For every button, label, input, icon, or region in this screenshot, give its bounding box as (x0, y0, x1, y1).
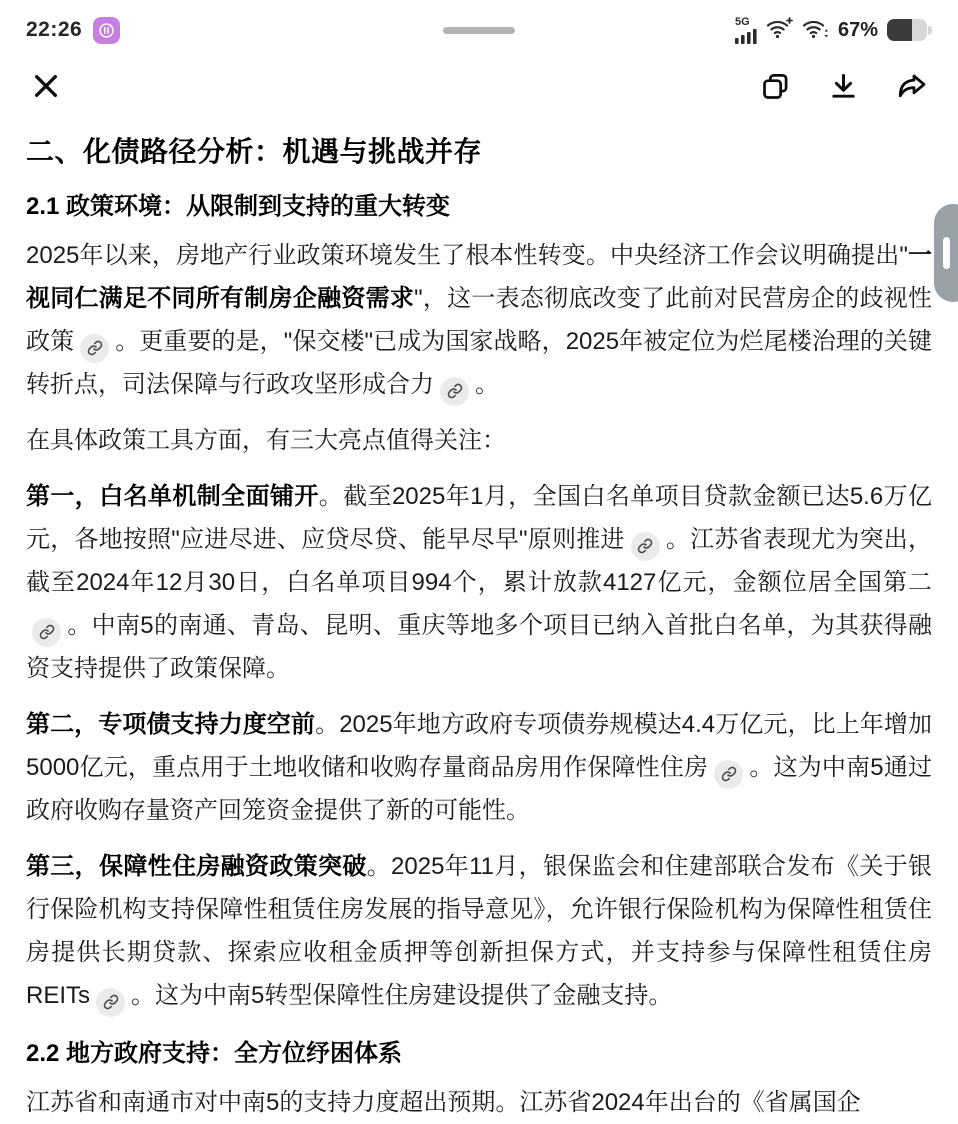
text-run: 江苏省和南通市对中南5的支持力度超出预期。江苏省2024年出台的《省属国企 (26, 1089, 861, 1116)
share-icon (896, 70, 928, 102)
close-button[interactable] (30, 70, 62, 102)
text-run: 。截至2025年1月，全国白名单项目贷款金额已达5.6万亿元，各地按照"应进尽进、应贷尽贷、能早尽早"原则推进 (26, 483, 932, 553)
paragraph (26, 234, 932, 406)
scroll-handle-grip (943, 237, 950, 269)
citation-link-icon[interactable] (32, 618, 61, 647)
download-icon (828, 71, 859, 102)
share-button[interactable] (896, 70, 928, 102)
heading-1: 二、化债路径分析：机遇与挑战并存 (26, 136, 483, 167)
paragraph (26, 845, 932, 1017)
citation-link-icon[interactable] (440, 377, 469, 406)
text-run: 。江苏省表现尤为突出，截至2024年12月30日，白名单项目994个，累计放款4127亿元，金额位居全国第二 (26, 526, 933, 596)
text-run: 。这为中南5通过政府收购存量资产回笼资金提供了新的可能性。 (26, 754, 932, 824)
wifi-secondary-icon (802, 16, 829, 45)
toolbar (0, 50, 958, 110)
heading-2: 2.2 地方政府支持：全方位纾困体系 (26, 1040, 403, 1067)
text-run: 。这为中南5转型保障性住房建设提供了金融支持。 (131, 982, 673, 1009)
paragraph (26, 475, 932, 690)
text-run: 在具体政策工具方面，有三大亮点值得关注： (26, 427, 506, 454)
bold-text: 一视同仁满足不同所有制房企融资需求 (26, 242, 932, 312)
text-run: 。更重要的是，"保交楼"已成为国家战略，2025年被定位为烂尾楼治理的关键转折点，司法保障与行政攻坚形成合力 (26, 328, 933, 398)
app-indicator-icon (93, 17, 120, 44)
citation-link-icon[interactable] (714, 760, 743, 789)
citation-link-icon[interactable] (631, 532, 660, 561)
battery-icon (887, 19, 932, 41)
citation-link-icon[interactable] (80, 334, 109, 363)
text-run: 。中南5的南通、青岛、昆明、重庆等地多个项目已纳入首批白名单，为其获得融资支持提供了政策保障。 (26, 612, 932, 682)
text-run: 。 (475, 371, 499, 398)
copy-icon (760, 71, 791, 102)
paragraph (26, 703, 932, 832)
wifi-plus-icon (766, 16, 793, 45)
text-run: 。2025年地方政府专项债券规模达4.4万亿元，比上年增加5000亿元，重点用于土地收储和收购存量商品房用作保障性住房 (26, 711, 932, 781)
paragraph (26, 1081, 932, 1124)
text-run: 。2025年11月，银保监会和住建部联合发布《关于银行保险机构支持保障性租赁住房发展的指导意见》，允许银行保险机构为保障性租赁住房提供长期贷款、探索应收租金质押等创新担保方式，并支持参与保障性租赁住房REITs (26, 853, 933, 1009)
scroll-handle[interactable] (934, 204, 958, 302)
bold-text: 第三，保障性住房融资政策突破 (26, 853, 367, 880)
document-content (0, 130, 958, 1124)
text-run: 2025年以来，房地产行业政策环境发生了根本性转变。中央经济工作会议明确提出" (26, 242, 908, 269)
download-button[interactable] (828, 71, 859, 102)
bold-text: 第二，专项债支持力度空前 (26, 711, 316, 738)
signal-5g-icon (735, 17, 757, 44)
paragraph (26, 419, 932, 462)
status-bar (0, 0, 958, 50)
battery-percent: 67% (837, 18, 878, 41)
camera-notch (443, 27, 515, 34)
heading-2: 2.1 政策环境：从限制到支持的重大转变 (26, 193, 451, 220)
citation-link-icon[interactable] (96, 988, 125, 1017)
clock: 22:26 (26, 18, 83, 41)
close-icon (30, 70, 62, 102)
text-run: "，这一表态彻底改变了此前对民营房企的歧视性政策 (26, 285, 932, 355)
network-label: 5G (734, 15, 750, 28)
copy-button[interactable] (760, 71, 791, 102)
bold-text: 第一，白名单机制全面铺开 (26, 483, 319, 510)
